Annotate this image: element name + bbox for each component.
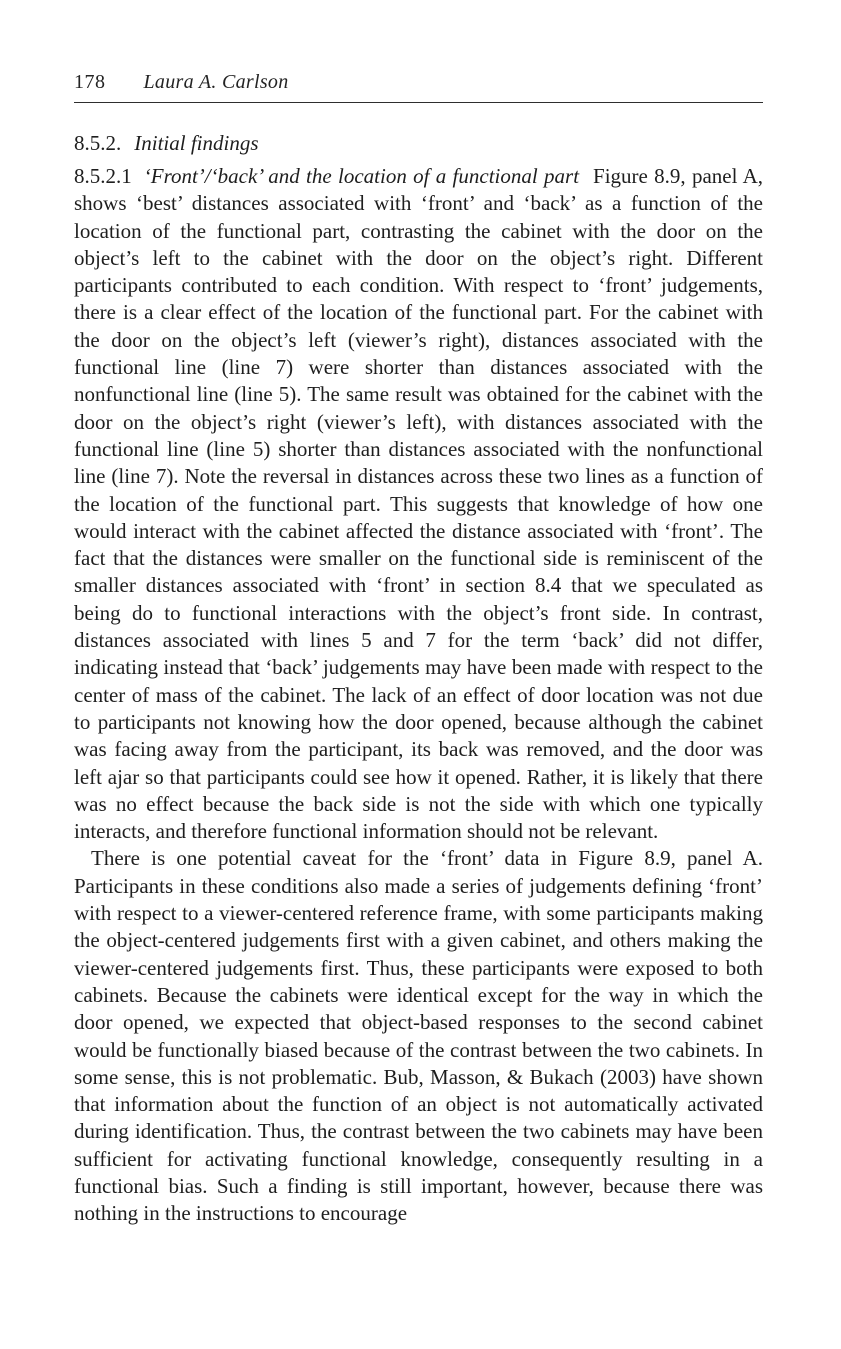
subsection-title: ‘Front’/‘back’ and the location of a functional part	[143, 164, 580, 188]
paragraph-1	[74, 163, 763, 845]
header-rule	[74, 102, 763, 103]
page-content	[74, 70, 763, 1228]
paragraph-1-text: Figure 8.9, panel A, shows ‘best’ distances associated with ‘front’ and ‘back’ as a function of the location of the functional part, contrasting the cabinet with the door on the object’s left to the cabinet with the door on the object’s right. Different participants contributed to each condition. With respect to ‘front’ judgements, there is a clear effect of the location of the functional part. For the cabinet with the door on the object’s left (viewer’s right), distances associated with the functional line (line 7) were shorter than distances associated with the nonfunctional line (line 5). The same result was obtained for the cabinet with the door on the object’s right (viewer’s left), with distances associated with the functional line (line 5) shorter than distances associated with the nonfunctional line (line 7). Note the reversal in distances across these two lines as a function of the location of the functional part. This suggests that knowledge of how one would interact with the cabinet affected the distance associated with ‘front’. The fact that the distances were smaller on the functional side is reminiscent of the smaller distances associated with ‘front’ in section 8.4 that we speculated as being do to functional interactions with the object’s front side. In contrast, distances associated with lines 5 and 7 for the term ‘back’ did not differ, indicating instead that ‘back’ judgements may have been made with respect to the center of mass of the cabinet. The lack of an effect of door location was not due to participants not knowing how the door opened, because although the cabinet was facing away from the participant, its back was removed, and the door was left ajar so that participants could see how it opened. Rather, it is likely that there was no effect because the back side is not the side with which one typically interacts, and therefore functional information should not be relevant.	[74, 164, 764, 844]
paragraph-2: There is one potential caveat for the ‘front’ data in Figure 8.9, panel A. Participants in these conditions also made a series of judgements defining ‘front’ with respect to a viewer-centered reference frame, with some participants making the object-centered judgements first with a given cabinet, and others making the viewer-centered judgements first. Thus, these participants were exposed to both cabinets. Because the cabinets were identical except for the way in which the door opened, we expected that object-based responses to the second cabinet would be functionally biased because of the contrast between the two cabinets. In some sense, this is not problematic. Bub, Masson, & Bukach (2003) have shown that information about the function of an object is not automatically activated during identification. Thus, the contrast between the two cabinets may have been sufficient for activating functional knowledge, consequently resulting in a functional bias. Such a finding is still important, however, because there was nothing in the instructions to encourage	[74, 846, 763, 1226]
section-heading	[74, 130, 763, 156]
page-header	[74, 70, 763, 94]
page-number: 178	[74, 71, 106, 93]
running-author: Laura A. Carlson	[143, 71, 289, 93]
section-title: Initial findings	[134, 131, 259, 155]
section-number: 8.5.2.	[74, 131, 122, 155]
subsection-number: 8.5.2.1	[74, 164, 132, 188]
